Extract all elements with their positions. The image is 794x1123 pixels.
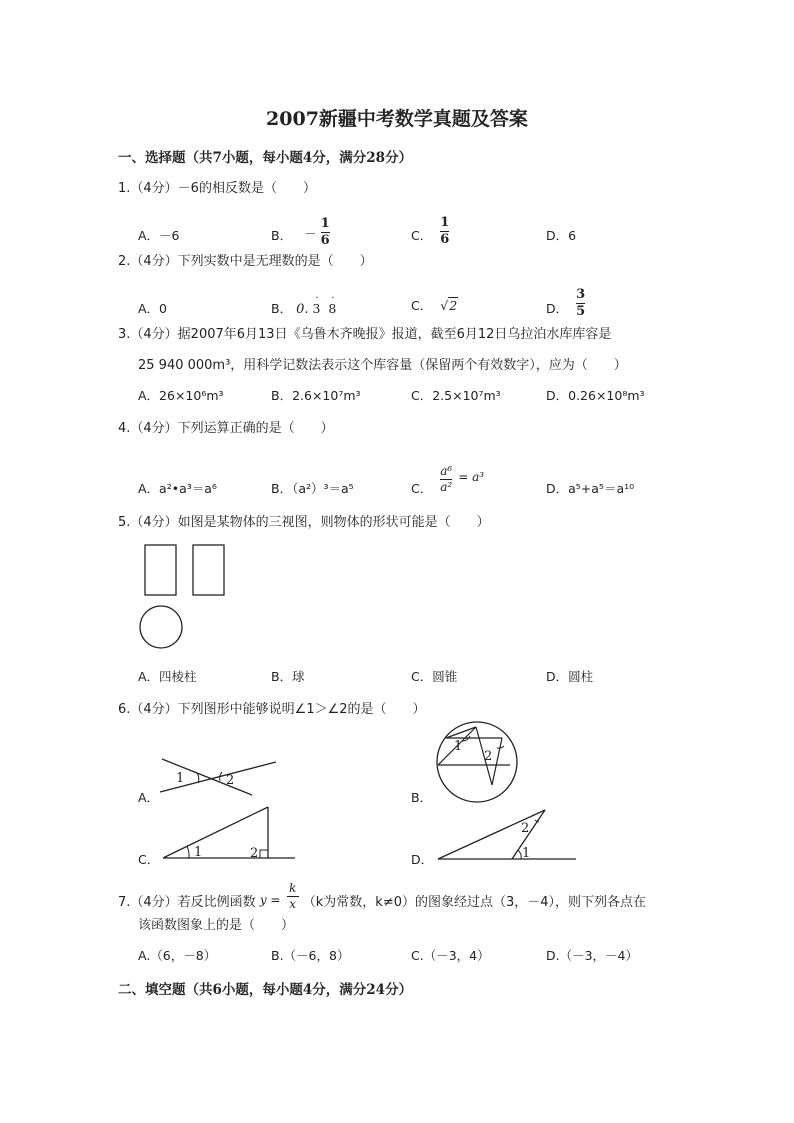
q1-option-a: A．－6 xyxy=(138,228,180,243)
q3-option-b: B．2.6×10⁷m³ xyxy=(271,388,361,403)
figure-b-label-1: 1 xyxy=(454,739,463,754)
q2-option-a: A．0 xyxy=(138,301,168,316)
q5-option-b: B．球 xyxy=(271,669,305,684)
question-5-stem: 5.（4分）如图是某物体的三视图，则物体的形状可能是（ ） xyxy=(118,515,490,530)
q1-option-c: C． $\frac{1}{6}$ xyxy=(411,215,450,247)
question-6-stem: 6.（4分）下列图形中能够说明∠1＞∠2的是（ ） xyxy=(118,702,426,717)
q6-option-d: D． xyxy=(411,852,434,867)
section-heading-choice: 一、选择题（共7小题，每小题4分，满分28分） xyxy=(118,150,413,166)
figure-c-label-1: 1 xyxy=(194,845,203,860)
q5-option-c: C．圆锥 xyxy=(411,669,458,684)
q6-option-c: C． xyxy=(138,852,160,867)
question-3-stem-line1: 3.（4分）据2007年6月13日《乌鲁木齐晚报》报道，截至6月12日乌拉泊水库库容是 xyxy=(118,327,612,342)
figure-d-label-1: 1 xyxy=(522,846,531,861)
q2-option-c: C． √2 xyxy=(411,298,458,313)
section-heading-fill-blank: 二、填空题（共6小题，每小题4分，满分24分） xyxy=(118,982,413,998)
q4-option-b: B．（a²）³＝a⁵ xyxy=(271,481,354,496)
q4-option-c: C． $\frac{\text{a⁶}}{\text{a²}}$ = a³ xyxy=(411,464,485,496)
page-title: 2007新疆中考数学真题及答案 xyxy=(266,108,528,130)
q2-option-b: B． 0. · 3 · 8 xyxy=(271,293,337,317)
q2-option-d: D． $\frac{3}{5}$ xyxy=(546,287,586,319)
q1-option-d: D．6 xyxy=(546,228,577,243)
q5-option-d: D．圆柱 xyxy=(546,669,594,684)
figure-d-triangle-exterior-angle xyxy=(438,810,576,861)
figure-a-intersecting-lines xyxy=(160,759,276,795)
question-7-stem-line1: 7.（4分）若反比例函数 y = $\frac{k}{x}$ （k为常数，k≠0）的图象经过点（3，－4），则下列各点在 xyxy=(118,881,647,911)
q7-option-a: A.（6，－8） xyxy=(138,948,217,963)
q7-option-b: B.（－6，8） xyxy=(271,948,350,963)
q5-option-a: A．四棱柱 xyxy=(138,669,197,684)
figure-b-label-2: 2 xyxy=(484,749,493,764)
question-2-stem: 2.（4分）下列实数中是无理数的是（ ） xyxy=(118,254,373,269)
q3-option-d: D．0.26×10⁸m³ xyxy=(546,388,645,403)
q4-option-d: D．a⁵+a⁵＝a¹⁰ xyxy=(546,481,635,496)
figure-c-right-triangle xyxy=(163,807,295,861)
q4-option-a: A．a²•a³＝a⁶ xyxy=(138,481,217,496)
question-4-stem: 4.（4分）下列运算正确的是（ ） xyxy=(118,421,334,436)
question-1-stem: 1.（4分）－6的相反数是（ ） xyxy=(118,181,316,196)
question-3-stem-line2: 25 940 000m³，用科学记数法表示这个库容量（保留两个有效数字），应为（ ） xyxy=(138,358,627,373)
figure-a-label-2: 2 xyxy=(226,773,235,788)
q7-option-d: D.（－3，－4） xyxy=(546,948,639,963)
q6-option-a: A． xyxy=(138,790,160,805)
q7-option-c: C.（－3，4） xyxy=(411,948,490,963)
figure-a-label-1: 1 xyxy=(176,771,185,786)
q6-option-b: B． xyxy=(411,790,433,805)
figure-c-label-2: 2 xyxy=(250,846,259,861)
q1-option-b: B． － $\frac{1}{6}$ xyxy=(271,216,330,248)
figure-d-label-2: 2 xyxy=(521,821,530,836)
q3-option-c: C．2.5×10⁷m³ xyxy=(411,388,501,403)
question-7-stem-line2: 该函数图象上的是（ ） xyxy=(138,918,295,933)
q3-option-a: A．26×10⁶m³ xyxy=(138,388,224,403)
figure-b-circle-angles xyxy=(437,722,517,802)
